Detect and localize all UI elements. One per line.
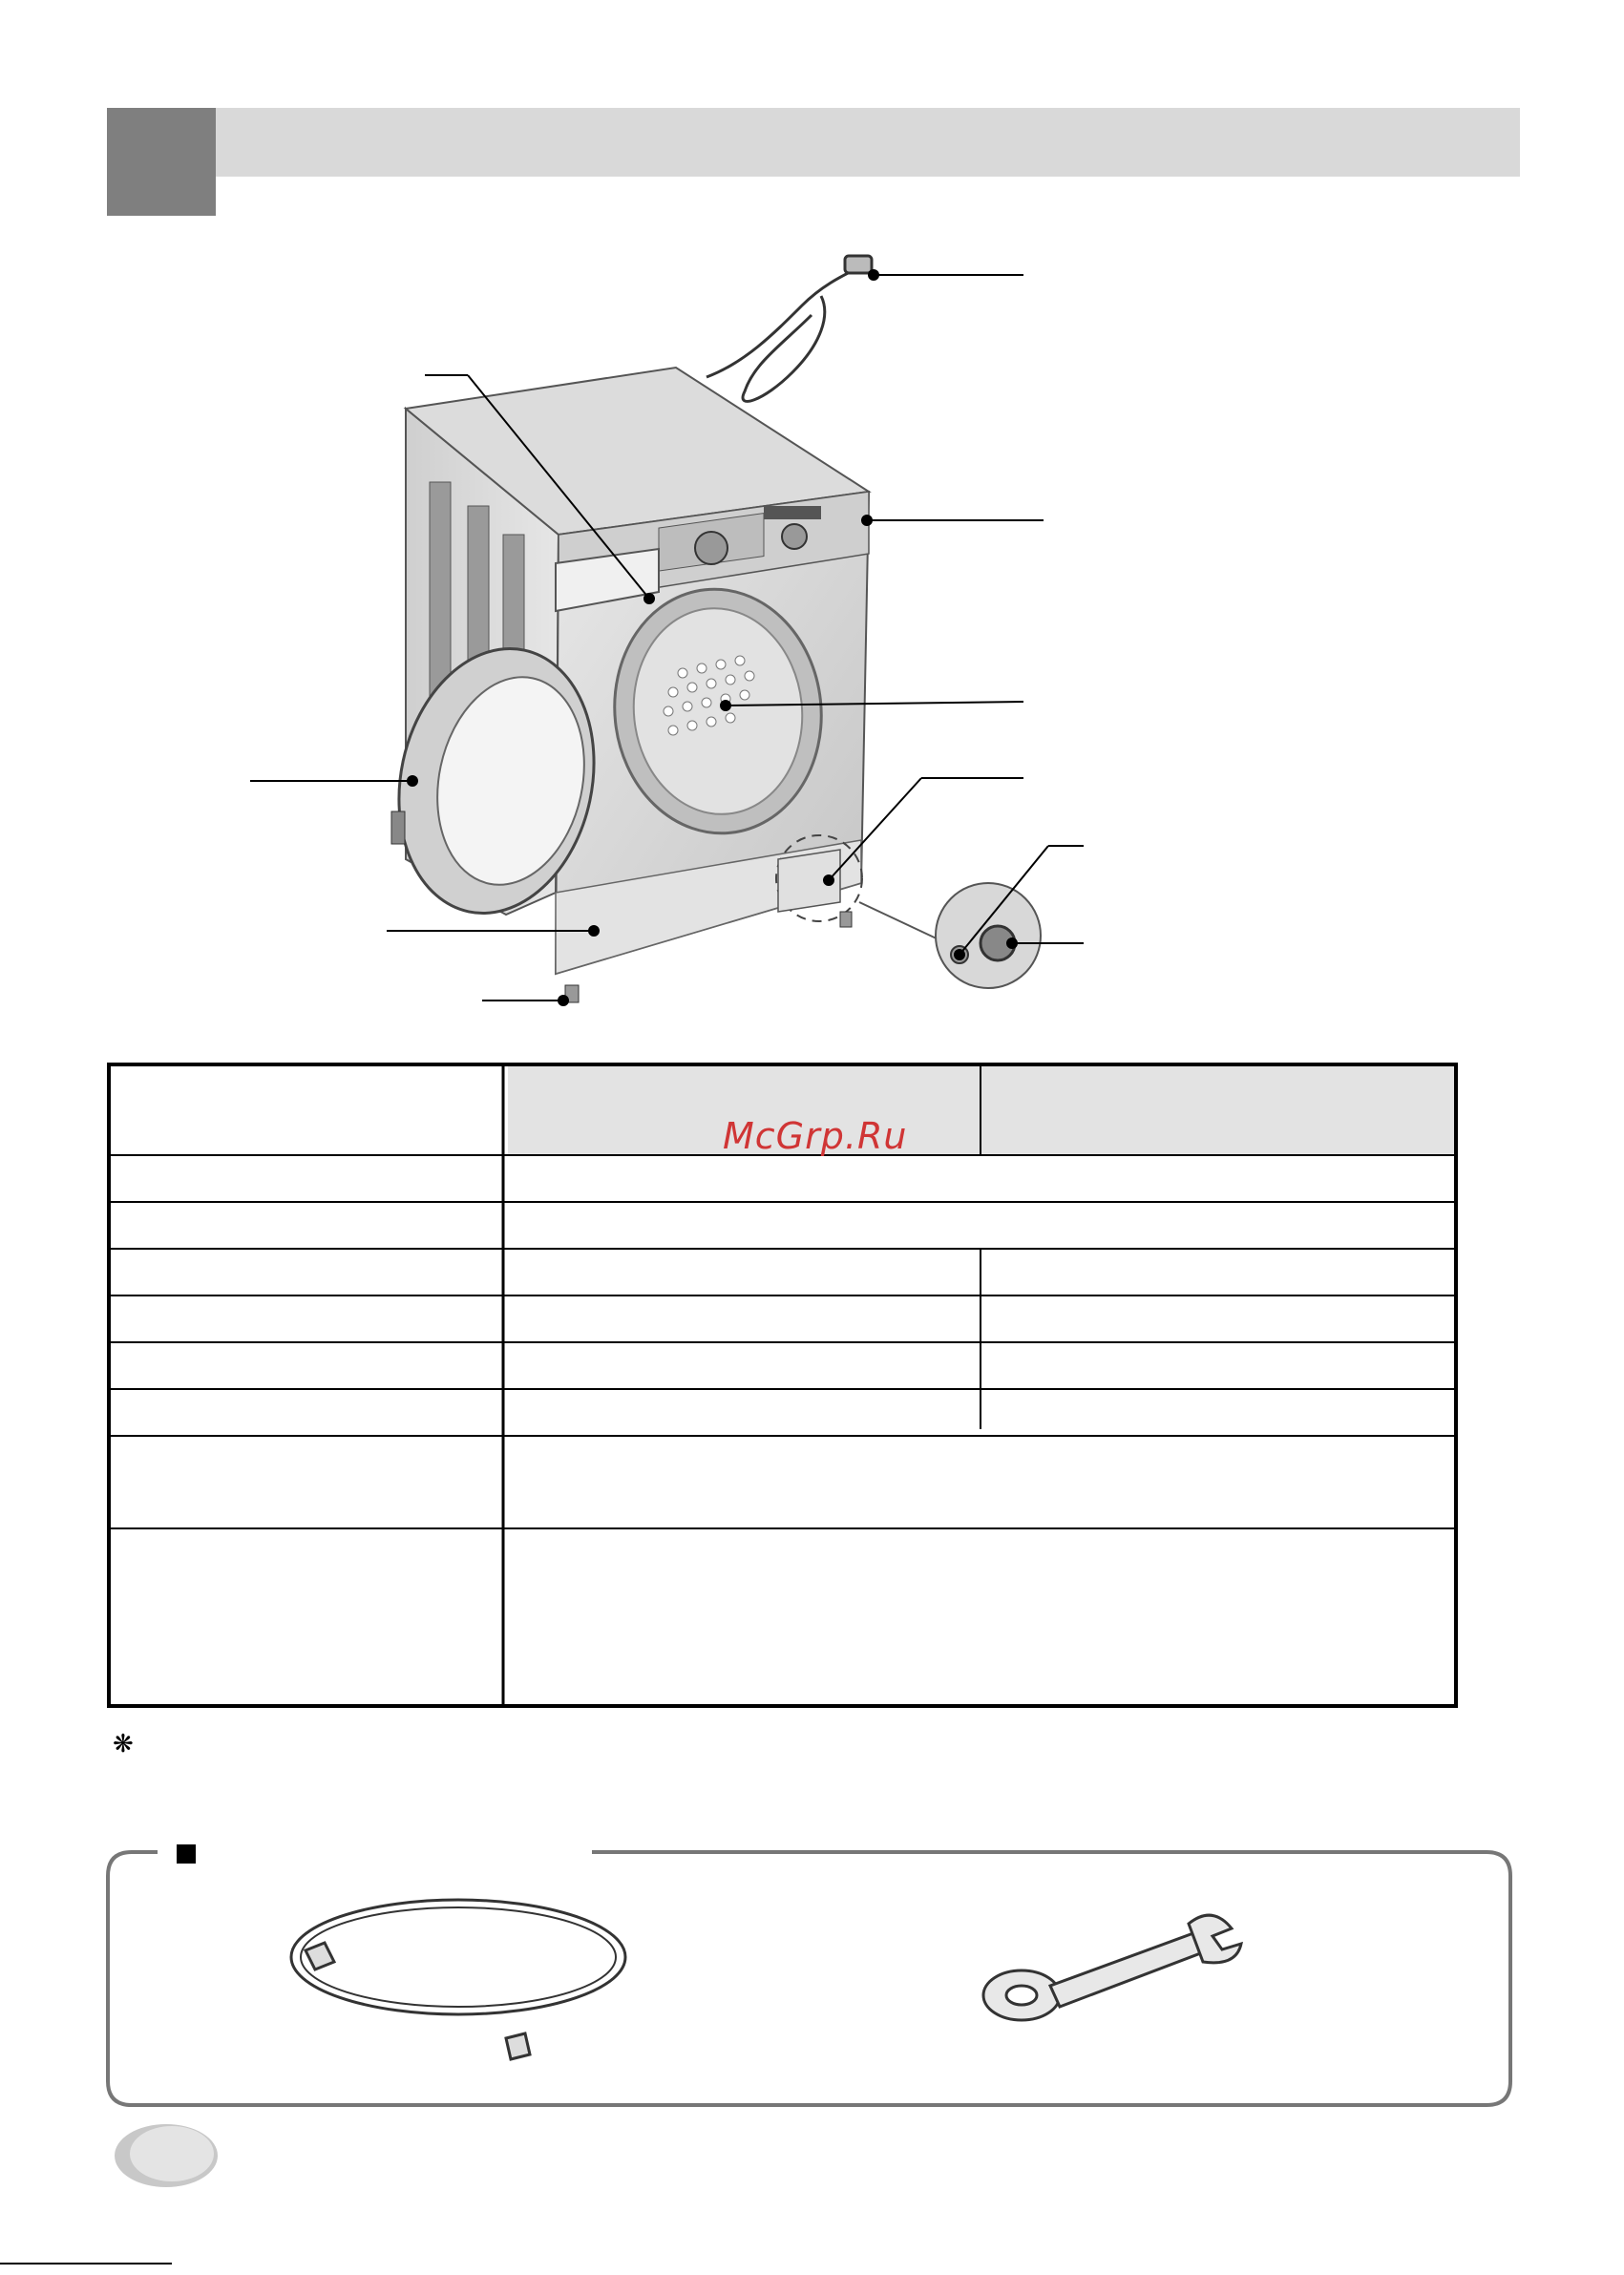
inlet-hose-icon [291,1900,625,2059]
bullet-square-icon [177,1844,196,1864]
bottom-rule [0,2263,172,2264]
page-number-tab [113,2122,220,2189]
washing-machine-illustration [0,229,1624,1031]
accessories-box [105,1843,1513,2113]
watermark: McGrp.Ru [723,1115,908,1157]
power-cord [707,256,872,401]
specification-table [107,1063,1458,1708]
footnote-symbol: ❋ [113,1730,134,1759]
section-header-band [107,108,1520,177]
section-header-square [107,108,216,216]
spanner-icon [983,1915,1241,2020]
